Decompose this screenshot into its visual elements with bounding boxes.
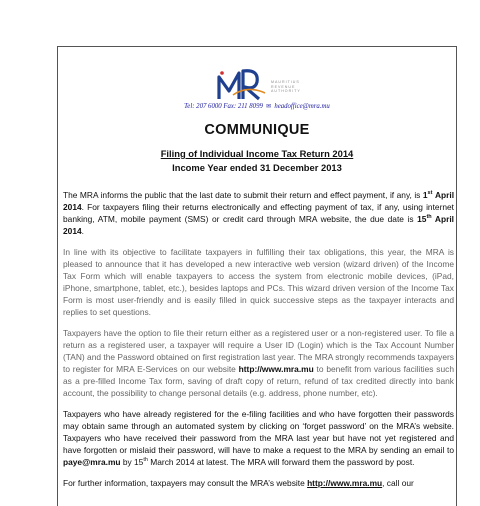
paragraph-wizard: In line with its objective to facilitate taxpayers in fulfilling their tax obligations, this year, the MRA is pleased to announce that it has developed a new interactive web version (wizard driven) of the Income Tax Form which will enable taxpayers to access the system from electronic mobile devices, (iPad, iPhone, smartphone, tablet, etc.), besides laptops and PCs. This wizard driven version of the Income Tax Form is most user-friendly and is easily filled in quick successive steps as the taxpayer interacts and replies to set questions.	[63, 247, 454, 317]
website-link[interactable]: http://www.mra.mu	[307, 478, 383, 488]
subtitle-block	[58, 147, 456, 175]
subtitle-line-2: Income Year ended 31 December 2013	[172, 162, 342, 173]
logo-line: REVENUE	[271, 84, 296, 89]
contact-line	[58, 103, 456, 110]
text: .	[81, 226, 84, 236]
text: , call our	[382, 478, 414, 488]
website-link[interactable]: http://www.mra.mu	[238, 364, 314, 374]
mra-logo-text	[271, 80, 301, 94]
text: For further information, taxpayers may consult the MRA’s website	[63, 478, 308, 488]
paragraph-password	[63, 408, 454, 468]
paragraph-registration	[63, 327, 454, 399]
text: March 2014 at latest. The MRA will forward them the password by post.	[147, 457, 415, 467]
date-emphasis: April 2014	[63, 214, 455, 236]
document-body	[63, 189, 454, 498]
logo-line: AUTHORITY	[271, 89, 301, 93]
date-emphasis: 15	[417, 214, 427, 224]
text: Taxpayers who have already registered for the e-filing facilities and who have forgotten their passwords may obtain same through an automated system by clicking on ‘forget password’ on the MRA’s website. Taxpayers who have received their password from the MRA last year but have not yet registered and have forgotten or mislaid their password, will have to make a request to the MRA by sending an email to	[63, 409, 454, 455]
date-emphasis: April 2014	[63, 190, 455, 212]
mra-logo	[213, 65, 333, 107]
paragraph-deadline	[63, 189, 454, 237]
date-suffix: st	[427, 190, 433, 197]
contact-phone-fax: Tel: 207 6000 Fax: 211 8099	[184, 103, 263, 110]
document-page	[57, 46, 457, 506]
paragraph-further-info	[63, 477, 454, 489]
mra-logo-mark-icon	[213, 65, 273, 103]
text: Taxpayers have the option to file their return either as a registered user or a non-registered user. To file a return as a registered user, a taxpayer will require a User ID (Login) which is the Tax Account Number (TAN) and the Password obtained on first registration last year. The MRA strongly recommends taxpayers to register for MRA E-Services on our website	[63, 328, 454, 374]
email-link[interactable]: paye@mra.mu	[63, 457, 121, 467]
text: The MRA informs the public that the last date to submit their return and effect payment, if any, is	[63, 190, 423, 200]
text: by 15	[120, 457, 144, 467]
text: . For taxpayers filing their returns electronically and effecting payment of tax, if any, using internet banking, ATM, mobile payment (SMS) or credit card through MRA website, the due date is	[63, 202, 454, 224]
date-emphasis: 1	[422, 190, 428, 200]
text: to benefit from various facilities such as a pre-filled Income Tax form, saving of draft copy of return, refund of tax credited directly into bank account, the possibility to change personal details (e.g. address, phone number, etc).	[63, 364, 454, 398]
date-suffix: th	[143, 457, 148, 464]
subtitle-line-1: Filing of Individual Income Tax Return 2014	[160, 148, 354, 159]
date-suffix: th	[426, 214, 432, 221]
page-title: COMMUNIQUE	[204, 122, 310, 138]
logo-line: MAURITIUS	[271, 80, 300, 84]
contact-email[interactable]: headoffice@mra.mu	[274, 103, 330, 110]
envelope-icon: ✉	[264, 104, 273, 110]
